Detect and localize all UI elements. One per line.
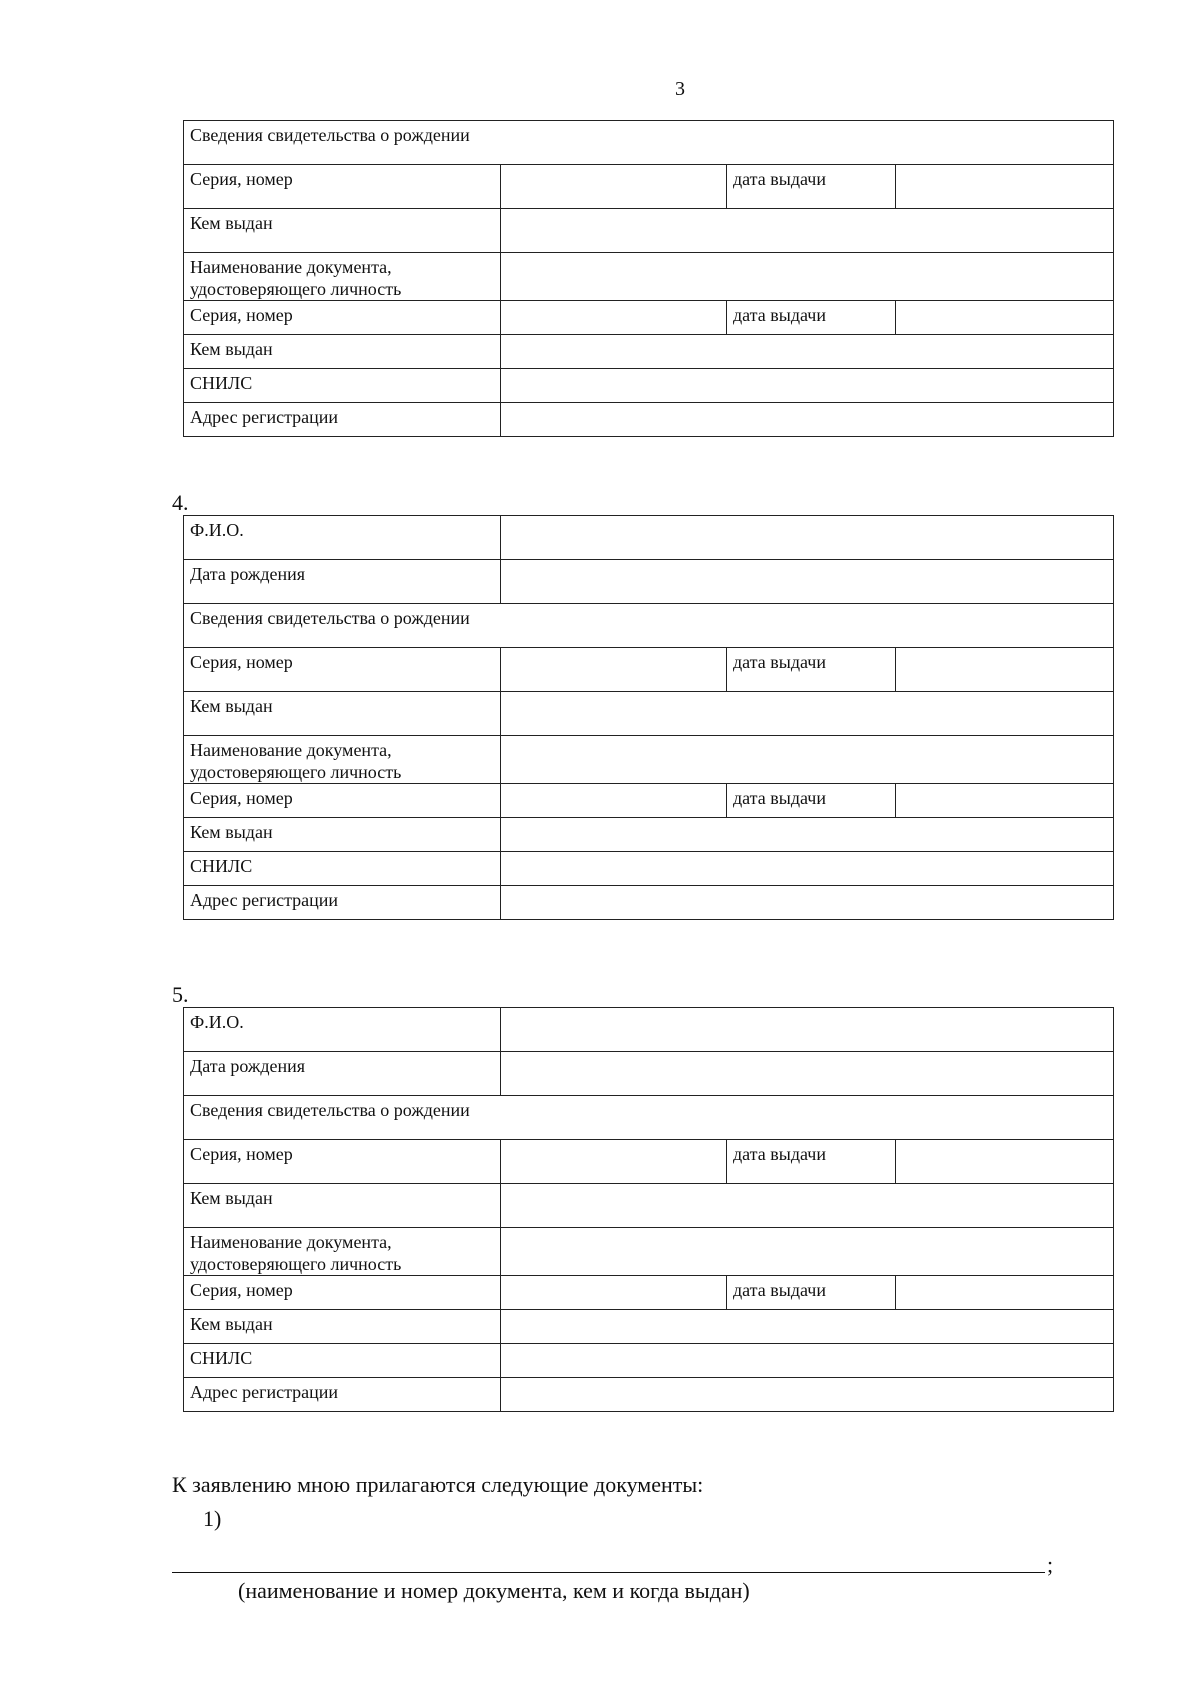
fio-label: Ф.И.О. (184, 1008, 501, 1052)
attachments-intro: К заявлению мною прилагаются следующие документы: (172, 1472, 704, 1497)
issued-by-label: Кем выдан (184, 818, 501, 852)
issue-date-label: дата выдачи (727, 784, 896, 818)
series-number-field[interactable] (501, 784, 727, 818)
series-number-label: Серия, номер (184, 648, 501, 692)
birth-date-field[interactable] (501, 560, 1114, 604)
issued-by-field[interactable] (501, 1184, 1114, 1228)
issue-date-field[interactable] (896, 1276, 1114, 1310)
attachment-line-end: ; (1047, 1552, 1054, 1577)
birth-date-label: Дата рождения (184, 560, 501, 604)
fio-field[interactable] (501, 516, 1114, 560)
id-doc-label: Наименование документа, удостоверяющего личность (184, 1228, 501, 1276)
id-doc-label: Наименование документа, удостоверяющего личность (184, 736, 501, 784)
issued-by-label: Кем выдан (184, 1310, 501, 1344)
series-number-label: Серия, номер (184, 301, 501, 335)
issue-date-field[interactable] (896, 165, 1114, 209)
attachment-line[interactable] (172, 1572, 1045, 1573)
issue-date-label: дата выдачи (727, 1276, 896, 1310)
issue-date-label: дата выдачи (727, 648, 896, 692)
issued-by-field[interactable] (501, 692, 1114, 736)
birth-date-field[interactable] (501, 1052, 1114, 1096)
birth-cert-label: Сведения свидетельства о рождении (184, 121, 1114, 165)
issue-date-label: дата выдачи (727, 301, 896, 335)
series-number-field[interactable] (501, 1276, 727, 1310)
reg-address-label: Адрес регистрации (184, 886, 501, 920)
issued-by-label: Кем выдан (184, 209, 501, 253)
reg-address-field[interactable] (501, 403, 1114, 437)
series-number-field[interactable] (501, 301, 727, 335)
reg-address-label: Адрес регистрации (184, 1378, 501, 1412)
snils-field[interactable] (501, 1344, 1114, 1378)
section-number-5: 5. (172, 982, 189, 1007)
series-number-label: Серия, номер (184, 1140, 501, 1184)
birth-cert-label: Сведения свидетельства о рождении (184, 1096, 1114, 1140)
series-number-label: Серия, номер (184, 1276, 501, 1310)
applicant-table-5 (183, 1007, 1114, 1412)
page-number: 3 (675, 78, 685, 100)
issued-by-label: Кем выдан (184, 1184, 501, 1228)
birth-cert-label: Сведения свидетельства о рождении (184, 604, 1114, 648)
id-doc-label: Наименование документа, удостоверяющего личность (184, 253, 501, 301)
snils-field[interactable] (501, 369, 1114, 403)
issued-by-field[interactable] (501, 209, 1114, 253)
applicant-table-4 (183, 515, 1114, 920)
id-doc-field[interactable] (501, 1228, 1114, 1276)
reg-address-field[interactable] (501, 886, 1114, 920)
series-number-field[interactable] (501, 648, 727, 692)
issued-by-field[interactable] (501, 335, 1114, 369)
attachment-hint: (наименование и номер документа, кем и когда выдан) (238, 1578, 750, 1603)
snils-label: СНИЛС (184, 369, 501, 403)
issued-by-label: Кем выдан (184, 692, 501, 736)
issued-by-label: Кем выдан (184, 335, 501, 369)
applicant-table-3 (183, 120, 1114, 437)
id-doc-field[interactable] (501, 253, 1114, 301)
issue-date-field[interactable] (896, 301, 1114, 335)
snils-label: СНИЛС (184, 1344, 501, 1378)
series-number-label: Серия, номер (184, 165, 501, 209)
fio-label: Ф.И.О. (184, 516, 501, 560)
reg-address-label: Адрес регистрации (184, 403, 501, 437)
series-number-label: Серия, номер (184, 784, 501, 818)
issue-date-field[interactable] (896, 648, 1114, 692)
snils-field[interactable] (501, 852, 1114, 886)
section-number-4: 4. (172, 490, 189, 515)
reg-address-field[interactable] (501, 1378, 1114, 1412)
series-number-field[interactable] (501, 1140, 727, 1184)
issue-date-label: дата выдачи (727, 165, 896, 209)
series-number-field[interactable] (501, 165, 727, 209)
issued-by-field[interactable] (501, 818, 1114, 852)
attachment-item-number: 1) (203, 1506, 222, 1531)
issued-by-field[interactable] (501, 1310, 1114, 1344)
fio-field[interactable] (501, 1008, 1114, 1052)
issue-date-label: дата выдачи (727, 1140, 896, 1184)
issue-date-field[interactable] (896, 784, 1114, 818)
birth-date-label: Дата рождения (184, 1052, 501, 1096)
id-doc-field[interactable] (501, 736, 1114, 784)
issue-date-field[interactable] (896, 1140, 1114, 1184)
snils-label: СНИЛС (184, 852, 501, 886)
